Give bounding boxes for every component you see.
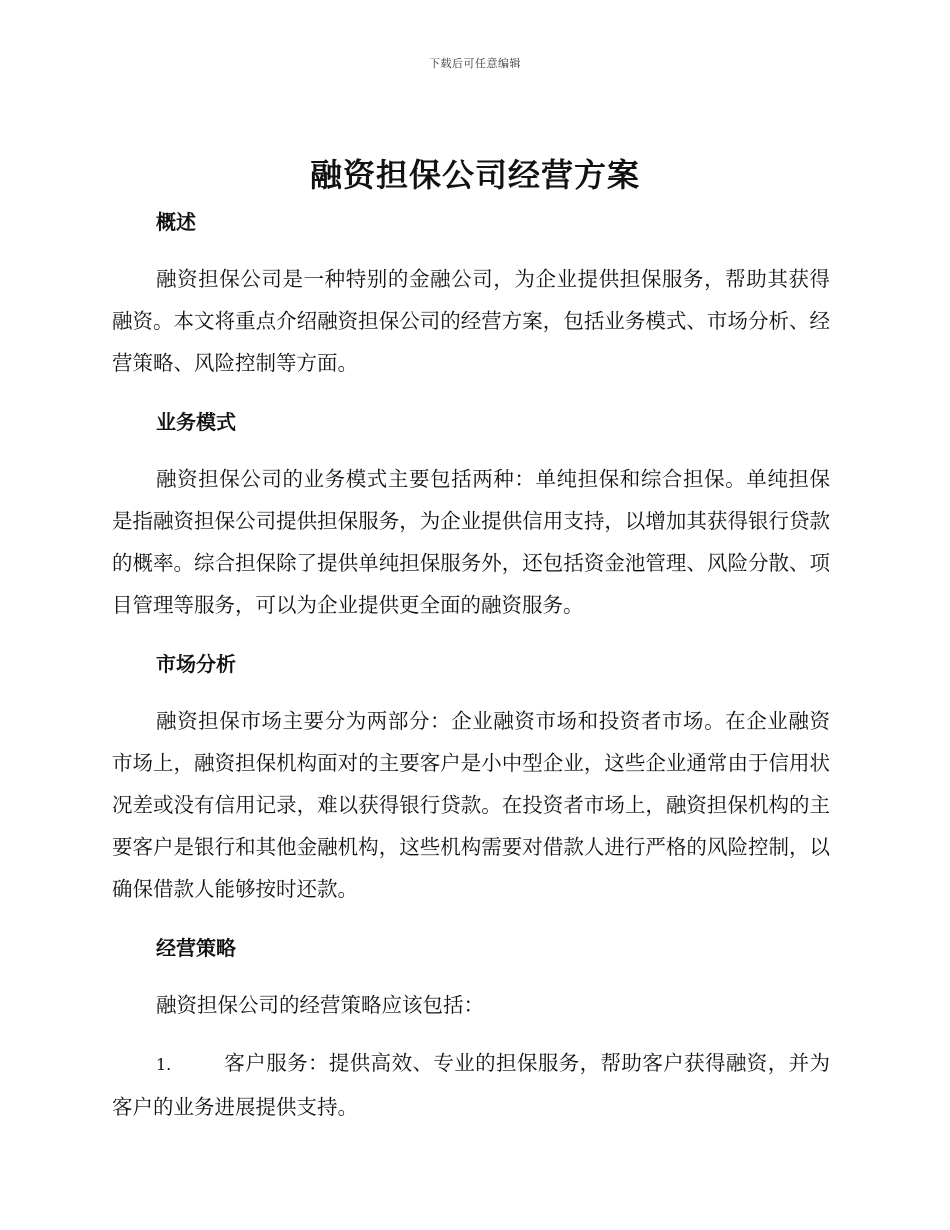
section-heading-business-model: 业务模式 xyxy=(156,410,236,434)
header-note: 下载后可任意编辑 xyxy=(429,57,521,70)
paragraph-market-analysis: 融资担保市场主要分为两部分：企业融资市场和投资者市场。在企业融资市场上，融资担保机构面对的主要客户是小中型企业，这些企业通常由于信用状况差或没有信用记录，难以获得银行贷款。在投资者市场上，融资担保机构的主要客户是银行和其他金融机构，这些机构需要对借款人进行严格的风险控制，以确保借款人能够按时还款。 xyxy=(112,709,830,901)
document-title: 融资担保公司经营方案 xyxy=(309,156,640,194)
list-item xyxy=(112,1042,830,1128)
list-item-number: 1. xyxy=(156,1055,172,1074)
section-heading-overview: 概述 xyxy=(156,210,196,234)
section-heading-market-analysis: 市场分析 xyxy=(156,652,236,676)
list-item-text: 客户服务：提供高效、专业的担保服务，帮助客户获得融资，并为客户的业务进展提供支持。 xyxy=(112,1051,830,1119)
paragraph-business-model: 融资担保公司的业务模式主要包括两种：单纯担保和综合担保。单纯担保是指融资担保公司提供担保服务，为企业提供信用支持，以增加其获得银行贷款的概率。综合担保除了提供单纯担保服务外，还包括资金池管理、风险分散、项目管理等服务，可以为企业提供更全面的融资服务。 xyxy=(112,467,830,617)
paragraph-strategy-intro: 融资担保公司的经营策略应该包括： xyxy=(156,993,484,1017)
section-heading-strategy: 经营策略 xyxy=(156,936,236,960)
paragraph-overview: 融资担保公司是一种特别的金融公司，为企业提供担保服务，帮助其获得融资。本文将重点介绍融资担保公司的经营方案，包括业务模式、市场分析、经营策略、风险控制等方面。 xyxy=(112,267,830,375)
document-body xyxy=(112,200,830,1128)
